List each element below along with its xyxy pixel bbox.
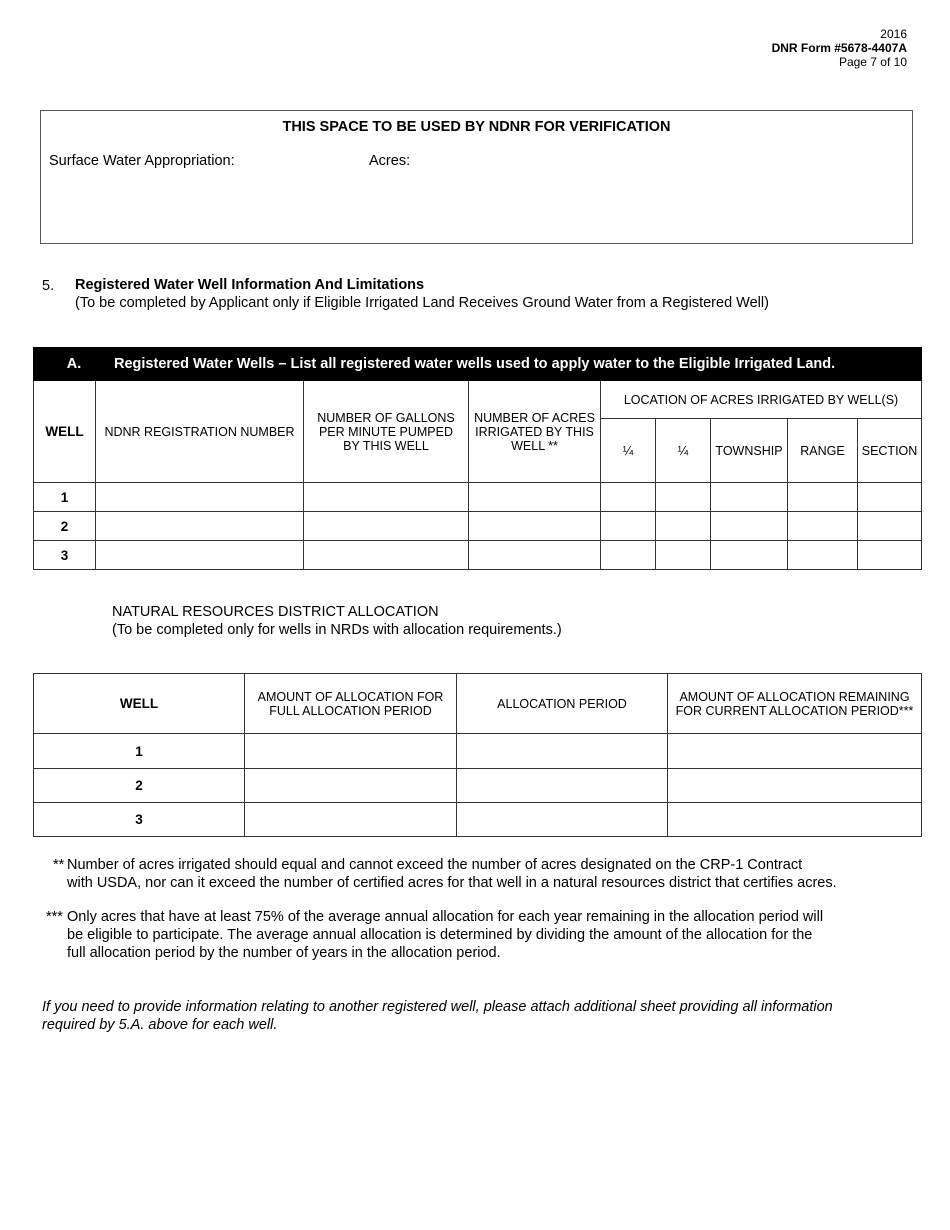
section-subtitle: (To be completed by Applicant only if Eligible Irrigated Land Receives Ground Water from a Registered Well) (75, 295, 769, 311)
col-gallons: NUMBER OF GALLONS PER MINUTE PUMPED BY THIS WELL (304, 381, 469, 483)
col-allocation-period: ALLOCATION PERIOD (457, 674, 668, 734)
acres-label: Acres: (369, 153, 411, 169)
note2-line2: be eligible to participate. The average annual allocation is determined by dividing the amount of the allocation for the (67, 927, 813, 943)
table-letter: A. (66, 356, 82, 372)
gallons-cell[interactable] (304, 541, 469, 570)
township-cell[interactable] (711, 512, 788, 541)
col-allocation-amount: AMOUNT OF ALLOCATION FOR FULL ALLOCATION PERIOD (245, 674, 457, 734)
col-acres: NUMBER OF ACRES IRRIGATED BY THIS WELL ** (469, 381, 601, 483)
registration-cell[interactable] (96, 512, 304, 541)
section-cell[interactable] (858, 541, 922, 570)
registration-cell[interactable] (96, 541, 304, 570)
allocation-remaining-cell[interactable] (668, 803, 922, 837)
range-cell[interactable] (788, 512, 858, 541)
section-cell[interactable] (858, 512, 922, 541)
table-title-bar (34, 348, 922, 381)
allocation-amount-cell[interactable] (245, 803, 457, 837)
registered-wells-table (33, 347, 922, 570)
quarter1-cell[interactable] (601, 483, 656, 512)
well-number: 1 (34, 483, 96, 512)
table-row (34, 512, 922, 541)
surface-water-label: Surface Water Appropriation: (49, 153, 235, 169)
allocation-amount-cell[interactable] (245, 734, 457, 769)
table-row (34, 483, 922, 512)
col-quarter-2: ¼ (656, 419, 711, 483)
col-section: SECTION (858, 419, 922, 483)
allocation-period-cell[interactable] (457, 734, 668, 769)
note2-line1: Only acres that have at least 75% of the average annual allocation for each year remaining in the allocation period will (67, 909, 824, 925)
footer-line2: required by 5.A. above for each well. (42, 1017, 278, 1033)
table-row (34, 541, 922, 570)
table-row (34, 734, 922, 769)
allocation-amount-cell[interactable] (245, 769, 457, 803)
note2-mark: *** (46, 909, 63, 925)
col-quarter-1: ¼ (601, 419, 656, 483)
col-registration-number: NDNR REGISTRATION NUMBER (96, 381, 304, 483)
col-well: WELL (34, 381, 96, 483)
form-year: 2016 (880, 27, 907, 41)
note1-line2: with USDA, nor can it exceed the number of certified acres for that well in a natural resources district that certifies acres. (67, 875, 837, 891)
allocation-table (33, 673, 922, 837)
footer-line1: If you need to provide information relating to another registered well, please attach additional sheet providing all information (42, 999, 833, 1015)
section-title: Registered Water Well Information And Limitations (75, 277, 425, 293)
nrd-title: NATURAL RESOURCES DISTRICT ALLOCATION (112, 604, 439, 620)
gallons-cell[interactable] (304, 483, 469, 512)
col-allocation-remaining: AMOUNT OF ALLOCATION REMAINING FOR CURRENT ALLOCATION PERIOD*** (668, 674, 922, 734)
allocation-period-cell[interactable] (457, 769, 668, 803)
note1-mark: ** (53, 857, 65, 873)
table-row (34, 769, 922, 803)
col-location: LOCATION OF ACRES IRRIGATED BY WELL(S) (601, 381, 922, 419)
township-cell[interactable] (711, 483, 788, 512)
allocation-period-cell[interactable] (457, 803, 668, 837)
well-number: 2 (34, 512, 96, 541)
gallons-cell[interactable] (304, 512, 469, 541)
section-number: 5. (42, 278, 55, 294)
range-cell[interactable] (788, 541, 858, 570)
note2-line3: full allocation period by the number of years in the allocation period. (67, 945, 501, 961)
allocation-remaining-cell[interactable] (668, 769, 922, 803)
allocation-remaining-cell[interactable] (668, 734, 922, 769)
col-range: RANGE (788, 419, 858, 483)
quarter1-cell[interactable] (601, 541, 656, 570)
note1-line1: Number of acres irrigated should equal and cannot exceed the number of acres designated on the CRP-1 Contract (67, 857, 803, 873)
quarter2-cell[interactable] (656, 483, 711, 512)
registration-cell[interactable] (96, 483, 304, 512)
township-cell[interactable] (711, 541, 788, 570)
form-header (772, 27, 907, 69)
quarter1-cell[interactable] (601, 512, 656, 541)
well-number: 3 (34, 541, 96, 570)
form-number: DNR Form #5678-4407A (771, 41, 907, 55)
well-number: 1 (34, 734, 245, 769)
table-row (34, 803, 922, 837)
nrd-subtitle: (To be completed only for wells in NRDs with allocation requirements.) (112, 622, 562, 638)
verification-title: THIS SPACE TO BE USED BY NDNR FOR VERIFICATION (282, 119, 671, 135)
col-well: WELL (34, 674, 245, 734)
col-township: TOWNSHIP (711, 419, 788, 483)
acres-cell[interactable] (469, 541, 601, 570)
verification-box (40, 110, 913, 244)
range-cell[interactable] (788, 483, 858, 512)
well-number: 2 (34, 769, 245, 803)
well-number: 3 (34, 803, 245, 837)
quarter2-cell[interactable] (656, 512, 711, 541)
table-title: Registered Water Wells – List all registered water wells used to apply water to the Eligible Irrigated Land. (114, 356, 836, 372)
acres-cell[interactable] (469, 512, 601, 541)
acres-cell[interactable] (469, 483, 601, 512)
quarter2-cell[interactable] (656, 541, 711, 570)
section-cell[interactable] (858, 483, 922, 512)
page-indicator: Page 7 of 10 (838, 55, 907, 69)
